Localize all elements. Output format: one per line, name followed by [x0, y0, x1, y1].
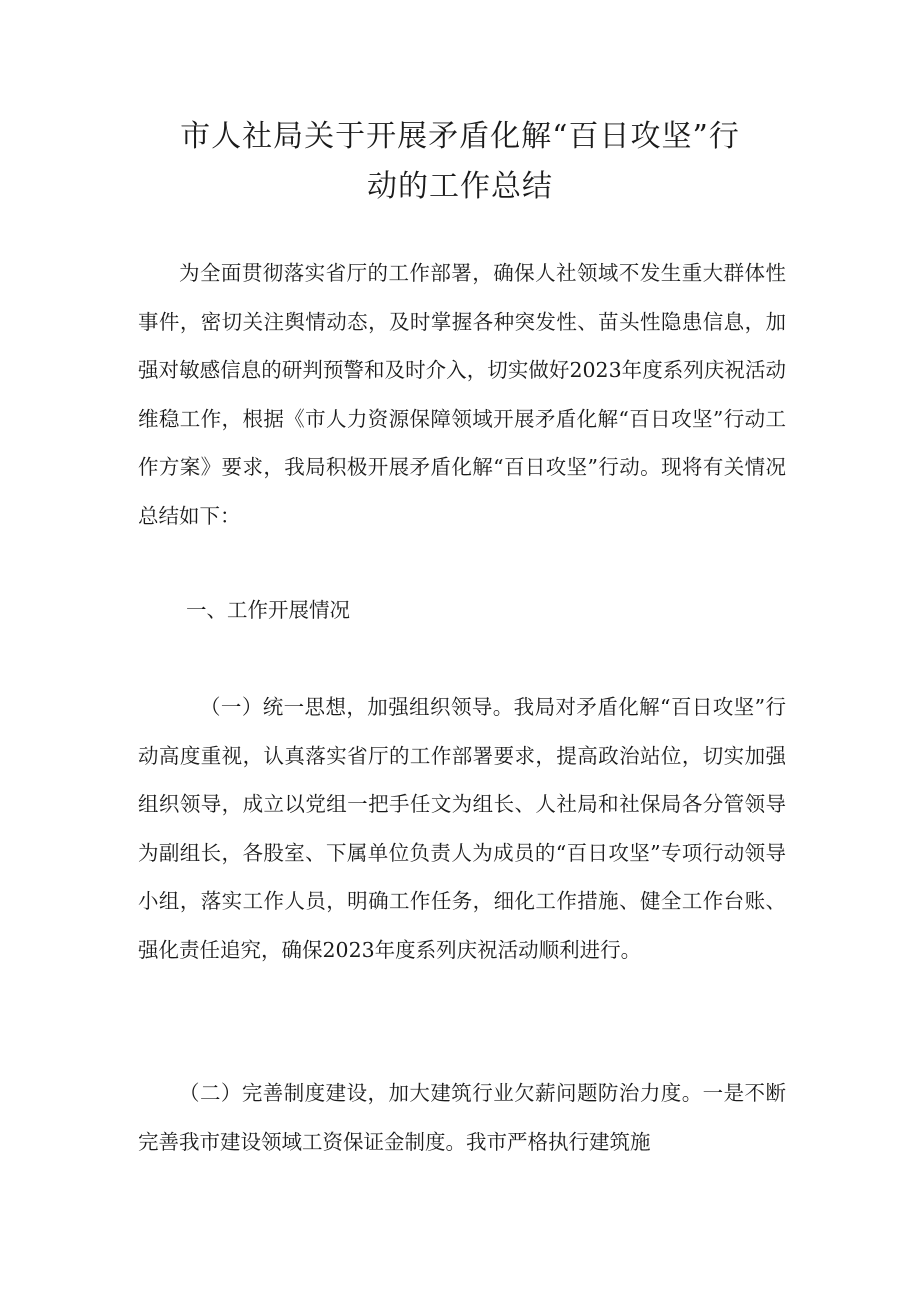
title-line-2: 动的工作总结 — [367, 169, 553, 204]
section-heading: 一、工作开展情况 — [186, 598, 350, 622]
paragraph-system-building: （二）完善制度建设，加大建筑行业欠薪问题防治力度。一是不断完善我市建设领域工资保证金制度。我市严格执行建筑施 — [138, 1081, 786, 1154]
paragraph-organization: （一）统一思想，加强组织领导。我局对矛盾化解“百日攻坚”行动高度重视，认真落实省厅的工作部署要求，提高政治站位，切实加强组织领导，成立以党组一把手任文为组长、人社局和社保局各分管领导为副组长，各股室、下属单位负责人为成员的“百日攻坚”专项行动领导小组，落实工作人员，明确工作任务，细化工作措施、健全工作台账、强化责任追究，确保2023年度系列庆祝活动顺利进行。 — [138, 695, 786, 962]
title-line-1: 市人社局关于开展矛盾化解“百日攻坚”行 — [180, 119, 740, 154]
document-title — [130, 112, 790, 212]
intro-paragraph: 为全面贯彻落实省厅的工作部署，确保人社领域不发生重大群体性事件，密切关注舆情动态，及时掌握各种突发性、苗头性隐患信息，加强对敏感信息的研判预警和及时介入，切实做好2023年度系列庆祝活动维稳工作，根据《市人力资源保障领域开展矛盾化解“百日攻坚”行动工作方案》要求，我局积极开展矛盾化解“百日攻坚”行动。现将有关情况总结如下： — [138, 261, 786, 528]
